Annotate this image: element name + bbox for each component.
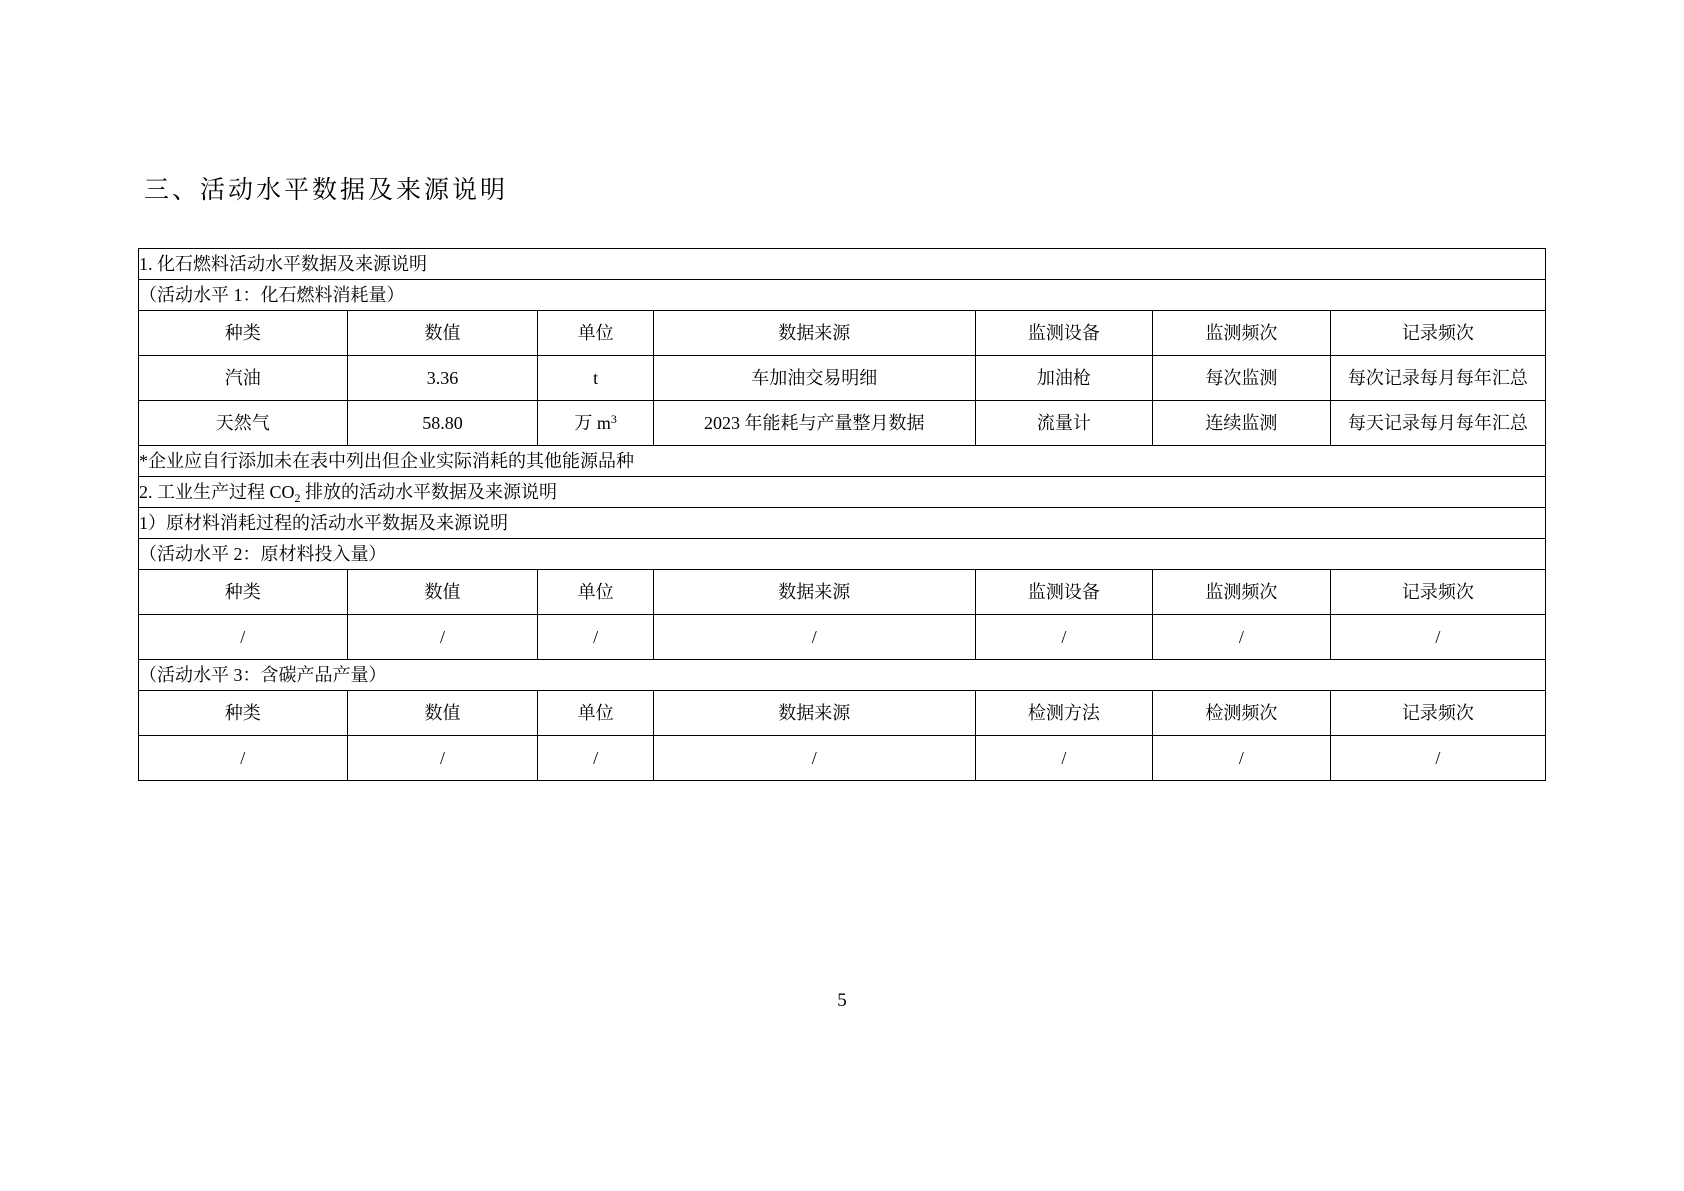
cell-device: / xyxy=(975,615,1153,660)
header-source: 数据来源 xyxy=(653,570,975,615)
activity-level-1-title: （活动水平 1：化石燃料消耗量） xyxy=(139,280,1546,311)
cell-source: 车加油交易明细 xyxy=(653,356,975,401)
table-row xyxy=(139,615,1546,660)
header-source: 数据来源 xyxy=(653,691,975,736)
header-value: 数值 xyxy=(347,570,538,615)
header-record-frequency: 记录频次 xyxy=(1330,691,1545,736)
header-type: 种类 xyxy=(139,311,348,356)
cell-value: 58.80 xyxy=(347,401,538,446)
activity-level-3-title: （活动水平 3：含碳产品产量） xyxy=(139,660,1546,691)
cell-unit: t xyxy=(538,356,653,401)
fossil-fuel-section-title: 1. 化石燃料活动水平数据及来源说明 xyxy=(139,249,1546,280)
cell-type: 天然气 xyxy=(139,401,348,446)
cell-source: 2023 年能耗与产量整月数据 xyxy=(653,401,975,446)
process-title-post: 排放的活动水平数据及来源说明 xyxy=(300,481,558,502)
process-title-sub: 2 xyxy=(294,490,301,505)
header-unit: 单位 xyxy=(538,570,653,615)
header-value: 数值 xyxy=(347,311,538,356)
header-type: 种类 xyxy=(139,691,348,736)
cell-device: 流量计 xyxy=(975,401,1153,446)
page-number: 5 xyxy=(837,990,847,1011)
cell-source: / xyxy=(653,615,975,660)
cell-unit: / xyxy=(538,736,653,781)
cell-monitor-frequency: / xyxy=(1153,615,1331,660)
header-test-frequency: 检测频次 xyxy=(1153,691,1331,736)
cell-record-frequency: / xyxy=(1330,615,1545,660)
table-row xyxy=(139,280,1546,311)
activity-data-table xyxy=(138,248,1546,781)
cell-value: / xyxy=(347,615,538,660)
table-row xyxy=(139,401,1546,446)
table-row xyxy=(139,356,1546,401)
cell-type: / xyxy=(139,736,348,781)
header-unit: 单位 xyxy=(538,691,653,736)
table-row xyxy=(139,477,1546,508)
cell-type: 汽油 xyxy=(139,356,348,401)
header-value: 数值 xyxy=(347,691,538,736)
header-monitor-frequency: 监测频次 xyxy=(1153,570,1331,615)
cell-value: / xyxy=(347,736,538,781)
header-type: 种类 xyxy=(139,570,348,615)
header-device: 监测设备 xyxy=(975,570,1153,615)
process-emission-section-title xyxy=(139,477,1546,508)
table-header-row-1 xyxy=(139,311,1546,356)
table-row xyxy=(139,249,1546,280)
unit-prefix: 万 xyxy=(574,412,597,433)
table-header-row-2 xyxy=(139,570,1546,615)
header-unit: 单位 xyxy=(538,311,653,356)
unit-exponent: 3 xyxy=(610,411,617,426)
cell-record-frequency: / xyxy=(1330,736,1545,781)
cell-type: / xyxy=(139,615,348,660)
footnote-other-energy: *企业应自行添加未在表中列出但企业实际消耗的其他能源品种 xyxy=(139,446,1546,477)
header-source: 数据来源 xyxy=(653,311,975,356)
cell-test-method: / xyxy=(975,736,1153,781)
process-title-pre: 2. 工业生产过程 CO xyxy=(139,481,295,502)
unit-symbol: m xyxy=(596,412,611,433)
header-monitor-frequency: 监测频次 xyxy=(1153,311,1331,356)
cell-record-frequency: 每次记录每月每年汇总 xyxy=(1330,356,1545,401)
header-test-method: 检测方法 xyxy=(975,691,1153,736)
material-consumption-title: 1）原材料消耗过程的活动水平数据及来源说明 xyxy=(139,508,1546,539)
cell-monitor-frequency: 连续监测 xyxy=(1153,401,1331,446)
table-row xyxy=(139,446,1546,477)
table-row xyxy=(139,539,1546,570)
cell-test-frequency: / xyxy=(1153,736,1331,781)
header-record-frequency: 记录频次 xyxy=(1330,311,1545,356)
cell-device: 加油枪 xyxy=(975,356,1153,401)
cell-monitor-frequency: 每次监测 xyxy=(1153,356,1331,401)
header-device: 监测设备 xyxy=(975,311,1153,356)
table-header-row-3 xyxy=(139,691,1546,736)
page-content xyxy=(138,170,1546,781)
header-record-frequency: 记录频次 xyxy=(1330,570,1545,615)
cell-value: 3.36 xyxy=(347,356,538,401)
table-row xyxy=(139,660,1546,691)
activity-level-2-title: （活动水平 2：原材料投入量） xyxy=(139,539,1546,570)
page-title: 三、活动水平数据及来源说明 xyxy=(144,177,509,204)
cell-source: / xyxy=(653,736,975,781)
cell-unit: / xyxy=(538,615,653,660)
cell-unit xyxy=(538,401,653,446)
table-row xyxy=(139,508,1546,539)
cell-record-frequency: 每天记录每月每年汇总 xyxy=(1330,401,1545,446)
table-row xyxy=(139,736,1546,781)
